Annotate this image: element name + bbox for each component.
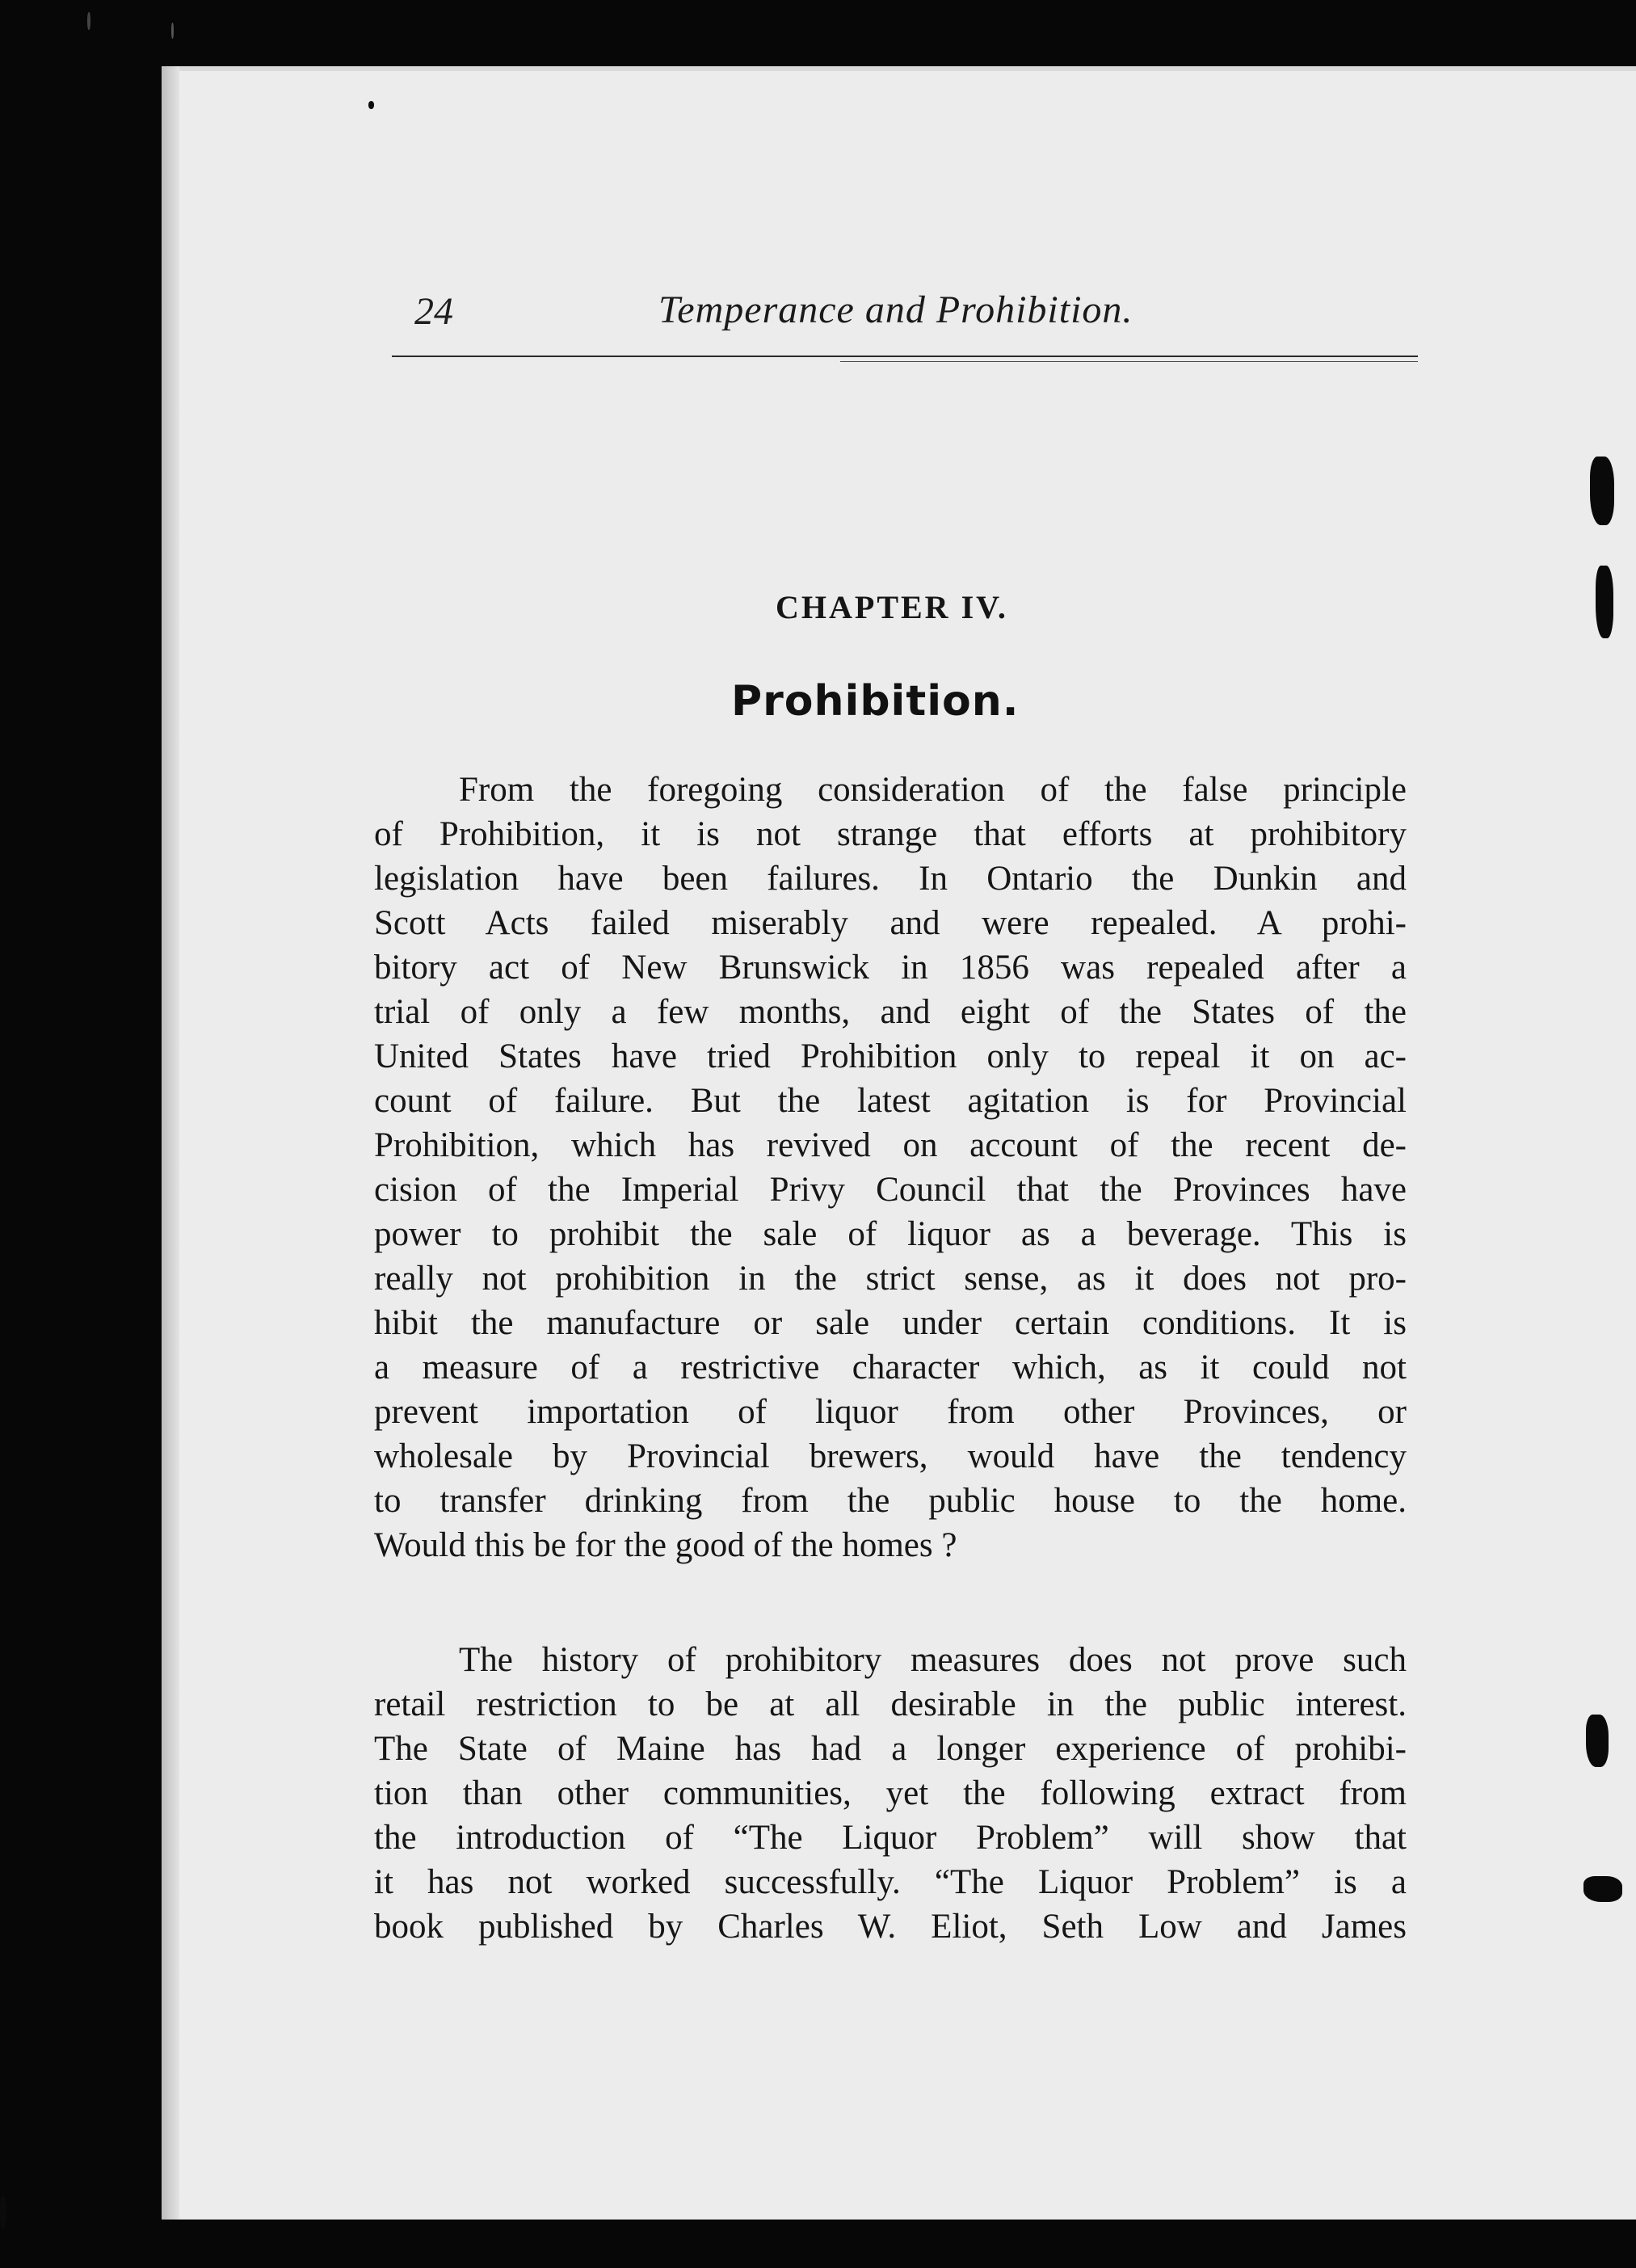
text-line: power to prohibit the sale of liquor as a beverage. This is xyxy=(374,1215,1407,1253)
text-line: retail restriction to be at all desirable in the public interest. xyxy=(374,1685,1407,1723)
page-gutter-shadow xyxy=(162,66,179,2220)
text-line: the introduction of “The Liquor Problem” will show that xyxy=(374,1819,1407,1857)
text-line: trial of only a few months, and eight of the States of the xyxy=(374,993,1407,1031)
bleed-through-mark xyxy=(1590,457,1614,525)
bleed-through-mark xyxy=(1596,566,1613,638)
text-line: The history of prohibitory measures does not prove such xyxy=(459,1641,1407,1679)
text-line: hibit the manufacture or sale under certain conditions. It is xyxy=(374,1304,1407,1342)
text-line: to transfer drinking from the public house to the home. xyxy=(374,1482,1407,1520)
body-text xyxy=(374,768,1407,1949)
text-line: Would this be for the good of the homes ? xyxy=(374,1526,957,1564)
paragraph-gap xyxy=(374,1567,1407,1638)
text-line: From the foregoing consideration of the false principle xyxy=(459,771,1407,809)
text-line: legislation have been failures. In Ontario the Dunkin and xyxy=(374,860,1407,898)
text-line: Scott Acts failed miserably and were repealed. A prohi- xyxy=(374,904,1407,942)
text-line: prevent importation of liquor from other Provinces, or xyxy=(374,1393,1407,1431)
text-line: of Prohibition, it is not strange that efforts at prohibitory xyxy=(374,815,1407,853)
paragraph-1 xyxy=(374,768,1407,1567)
paragraph-2 xyxy=(374,1638,1407,1949)
text-line: tion than other communities, yet the following extract from xyxy=(374,1774,1407,1812)
bleed-through-mark xyxy=(1583,1876,1622,1902)
text-line: it has not worked successfully. “The Liquor Problem” is a xyxy=(374,1863,1407,1901)
chapter-title: Prohibition. xyxy=(731,677,1020,726)
text-line: count of failure. But the latest agitation is for Provincial xyxy=(374,1082,1407,1120)
bleed-through-mark xyxy=(1586,1715,1609,1767)
text-line: a measure of a restrictive character which, as it could not xyxy=(374,1349,1407,1386)
text-line: really not prohibition in the strict sense, as it does not pro- xyxy=(374,1260,1407,1298)
text-line: The State of Maine has had a longer experience of prohibi- xyxy=(374,1730,1407,1768)
text-line: book published by Charles W. Eliot, Seth Low and James xyxy=(374,1908,1407,1946)
scan-speck xyxy=(0,2196,6,2228)
running-title: Temperance and Prohibition. xyxy=(658,288,1133,331)
scan-speck xyxy=(87,12,90,30)
text-line: cision of the Imperial Privy Council that the Provinces have xyxy=(374,1171,1407,1209)
text-line: Prohibition, which has revived on account of the recent de- xyxy=(374,1126,1407,1164)
header-rule-secondary xyxy=(840,361,1418,362)
text-line: wholesale by Provincial brewers, would have the tendency xyxy=(374,1437,1407,1475)
scan-speck xyxy=(368,101,374,109)
scan-speck xyxy=(171,23,174,39)
text-line: bitory act of New Brunswick in 1856 was repealed after a xyxy=(374,949,1407,987)
text-line: United States have tried Prohibition only to repeal it on ac- xyxy=(374,1037,1407,1075)
running-head xyxy=(392,288,1418,352)
page-number: 24 xyxy=(414,290,453,333)
chapter-label: CHAPTER IV. xyxy=(776,589,1008,625)
header-rule xyxy=(392,356,1418,357)
